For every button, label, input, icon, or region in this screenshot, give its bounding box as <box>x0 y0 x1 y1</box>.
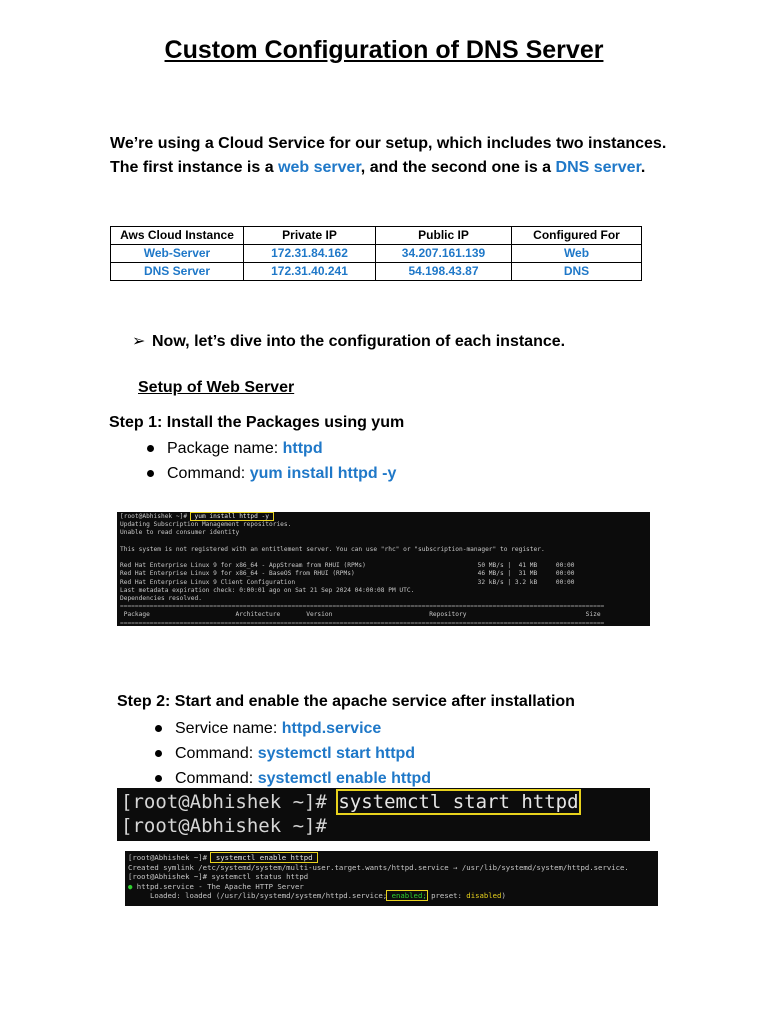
table-header: Private IP <box>244 227 376 245</box>
list-item <box>145 461 396 486</box>
item-label: Command: <box>175 745 258 762</box>
table-header: Aws Cloud Instance <box>111 227 244 245</box>
terminal-line <box>128 891 655 901</box>
item-value: systemctl enable httpd <box>257 770 432 787</box>
terminal-line <box>128 882 655 892</box>
table-cell: 34.207.161.139 <box>376 245 512 263</box>
table-header: Public IP <box>376 227 512 245</box>
status-dot-icon: ● <box>128 881 133 891</box>
arrow-bullet-icon: ➢ <box>132 333 146 350</box>
terminal-separator: ================================================================================================================================== <box>120 619 605 626</box>
intro-text-3: . <box>640 159 646 176</box>
item-label: Package name: <box>167 440 283 457</box>
preset-value: disabled <box>466 891 502 900</box>
terminal-line <box>120 538 647 546</box>
highlighted-command: yum install httpd -y <box>190 513 273 520</box>
item-value: httpd <box>282 440 323 457</box>
item-value: httpd.service <box>281 720 382 737</box>
terminal-screenshot-enable <box>125 851 658 906</box>
terminal-line: This system is not registered with an entitlement server. You can use "rhc" or "subscription-manager" to register. <box>120 545 545 553</box>
item-label: Command: <box>175 770 258 787</box>
terminal-line <box>120 554 647 562</box>
intro-web-server: web server <box>278 159 361 176</box>
service-name: httpd.service - The Apache HTTP Server <box>132 881 304 891</box>
highlighted-command: systemctl enable httpd <box>211 853 317 862</box>
step2-title: Step 2: Start and enable the apache service after installation <box>117 693 575 710</box>
bullet-icon <box>147 470 154 477</box>
bullet-icon <box>155 750 162 757</box>
terminal-line <box>121 790 646 814</box>
table-header-row <box>111 227 642 245</box>
terminal-prompt: [root@Abhishek ~]# <box>121 791 339 813</box>
dive-statement <box>132 331 565 351</box>
enabled-status: enabled; <box>387 891 427 900</box>
item-label: Command: <box>167 465 250 482</box>
terminal-line: [root@Abhishek ~]# systemctl status httpd <box>128 872 309 881</box>
item-value: yum install httpd -y <box>249 465 397 482</box>
terminal-line: Dependencies resolved. <box>120 595 202 603</box>
terminal-line: Red Hat Enterprise Linux 9 for x86_64 - AppStream from RHUI (RPMs) 50 MB/s | 41 MB 00:00 <box>120 562 575 570</box>
bullet-icon <box>155 725 162 732</box>
terminal-table-header: Package Architecture Version Repository Size <box>120 611 601 619</box>
terminal-screenshot-yum <box>117 512 650 626</box>
intro-dns-server: DNS server <box>555 159 641 176</box>
terminal-line: Red Hat Enterprise Linux 9 for x86_64 - BaseOS from RHUI (RPMs) 46 MB/s | 31 MB 00:00 <box>120 570 575 578</box>
terminal-line: Last metadata expiration check: 0:00:01 ago on Sat 21 Sep 2024 04:00:08 PM UTC. <box>120 586 415 594</box>
list-item <box>145 436 396 461</box>
table-cell: 172.31.84.162 <box>244 245 376 263</box>
intro-text-2: , and the second one is a <box>360 159 556 176</box>
bullet-icon <box>155 775 162 782</box>
loaded-text: Loaded: loaded (/usr/lib/systemd/system/httpd.service; <box>128 891 388 900</box>
table-cell: Web-Server <box>111 245 244 263</box>
terminal-prompt: [root@Abhishek ~]# <box>128 853 212 862</box>
dive-text: Now, let’s dive into the configuration of each instance. <box>152 333 566 350</box>
terminal-line <box>120 513 647 521</box>
table-cell: DNS Server <box>111 263 244 281</box>
item-value: systemctl start httpd <box>257 745 416 762</box>
terminal-line: Updating Subscription Management repositories. <box>120 521 292 529</box>
list-item <box>153 741 431 766</box>
step1-list <box>145 436 396 486</box>
terminal-line <box>128 853 655 863</box>
terminal-line: Unable to read consumer identity <box>120 529 240 537</box>
table-cell: 172.31.40.241 <box>244 263 376 281</box>
terminal-line: [root@Abhishek ~]# <box>121 815 327 837</box>
terminal-screenshot-start <box>117 788 650 841</box>
terminal-line: Created symlink /etc/systemd/system/multi-user.target.wants/httpd.service → /usr/lib/systemd/system/httpd.service. <box>128 862 629 872</box>
list-item <box>153 716 431 741</box>
terminal-separator: ================================================================================================================================== <box>120 603 605 611</box>
step2-list <box>153 716 431 791</box>
table-cell: DNS <box>512 263 642 281</box>
document-title: Custom Configuration of DNS Server <box>164 36 604 64</box>
loaded-close: ) <box>501 891 506 900</box>
preset-label: preset: <box>426 891 467 900</box>
highlighted-command: systemctl start httpd <box>338 791 579 813</box>
table-row <box>111 245 642 263</box>
table-cell: 54.198.43.87 <box>376 263 512 281</box>
table-header: Configured For <box>512 227 642 245</box>
intro-text-1: We’re using a Cloud Service for our setup, which includes two instances. The first instance is a <box>110 135 667 176</box>
table-cell: Web <box>512 245 642 263</box>
section-heading: Setup of Web Server <box>138 379 295 396</box>
step1-title: Step 1: Install the Packages using yum <box>109 414 405 431</box>
terminal-line: Red Hat Enterprise Linux 9 Client Configuration 32 kB/s | 3.2 kB 00:00 <box>120 578 575 586</box>
bullet-icon <box>147 445 154 452</box>
item-label: Service name: <box>175 720 282 737</box>
intro-paragraph <box>110 132 670 180</box>
table-row <box>111 263 642 281</box>
instance-table <box>110 226 642 281</box>
terminal-prompt: [root@Abhishek ~]# <box>120 513 191 520</box>
